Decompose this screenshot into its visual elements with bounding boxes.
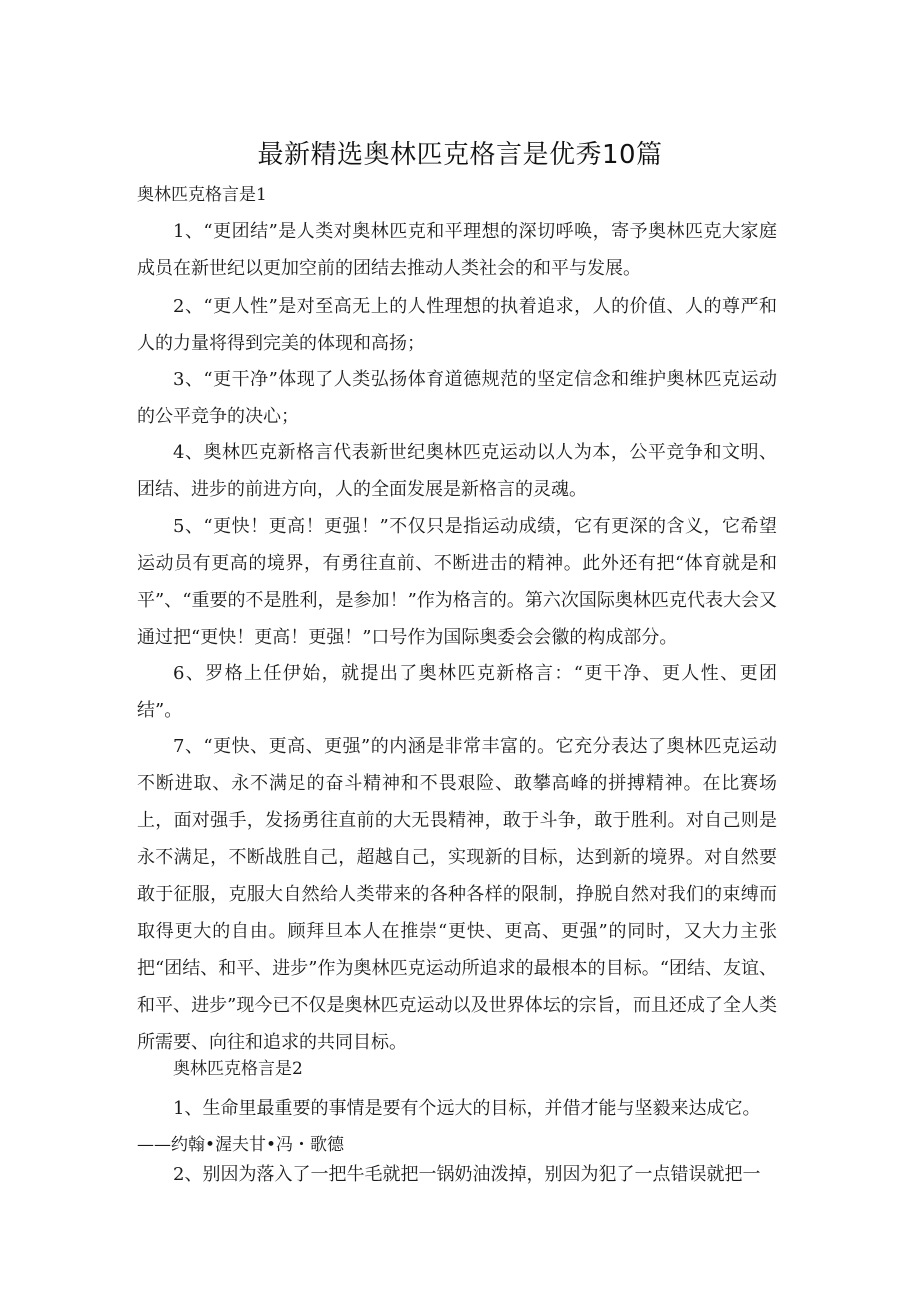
paragraph-1-6: 6、罗格上任伊始，就提出了奥林匹克新格言：“更干净、更人性、更团结”。: [137, 663, 777, 721]
document-title: 最新精选奥林匹克格言是优秀10篇: [257, 140, 663, 170]
paragraph-1-4: 4、奥林匹克新格言代表新世纪奥林匹克运动以人为本，公平竞争和文明、团结、进步的前进方向，人的全面发展是新格言的灵魂。: [137, 442, 777, 500]
paragraph-2-1: 1、生命里最重要的事情是要有个远大的目标，并借才能与坚毅来达成它。: [173, 1098, 761, 1119]
paragraph-2-2: 2、别因为落入了一把牛毛就把一锅奶油泼掉，别因为犯了一点错误就把一: [173, 1164, 761, 1185]
paragraph-1-1: 1、“更团结”是人类对奥林匹克和平理想的深切呼唤，寄予奥林匹克大家庭成员在新世纪以更加空前的团结去推动人类社会的和平与发展。: [137, 221, 777, 279]
paragraph-1-3: 3、“更干净”体现了人类弘扬体育道德规范的坚定信念和维护奥林匹克运动的公平竞争的决心；: [137, 369, 777, 427]
section-heading-2: 奥林匹克格言是2: [173, 1059, 303, 1079]
quote-attribution: ——约翰•渥夫甘•冯・歌德: [137, 1135, 345, 1155]
section-heading-1: 奥林匹克格言是1: [137, 185, 267, 205]
paragraph-1-2: 2、“更人性”是对至高无上的人性理想的执着追求，人的价值、人的尊严和人的力量将得到完美的体现和高扬；: [137, 296, 777, 354]
paragraph-1-7: 7、“更快、更高、更强”的内涵是非常丰富的。它充分表达了奥林匹克运动不断进取、永不满足的奋斗精神和不畏艰险、敢攀高峰的拼搏精神。在比赛场上，面对强手，发扬勇往直前的大无畏精神，敢于斗争，敢于胜利。对自己则是永不满足，不断战胜自己，超越自己，实现新的目标，达到新的境界。对自然要敢于征服，克服大自然给人类带来的各种各样的限制，挣脱自然对我们的束缚而取得更大的自由。顾拜旦本人在推崇“更快、更高、更强”的同时，又大力主张把“团结、和平、进步”作为奥林匹克运动所追求的最根本的目标。“团结、友谊、和平、进步”现今已不仅是奥林匹克运动以及世界体坛的宗旨，而且还成了全人类所需要、向往和追求的共同目标。: [137, 736, 777, 1053]
paragraph-1-5: 5、“更快！更高！更强！”不仅只是指运动成绩，它有更深的含义，它希望运动员有更高的境界，有勇往直前、不断进击的精神。此外还有把“体育就是和平”、“重要的不是胜利，是参加！”作为格言的。第六次国际奥林匹克代表大会又通过把“更快！更高！更强！”口号作为国际奥委会会徽的构成部分。: [137, 516, 777, 648]
